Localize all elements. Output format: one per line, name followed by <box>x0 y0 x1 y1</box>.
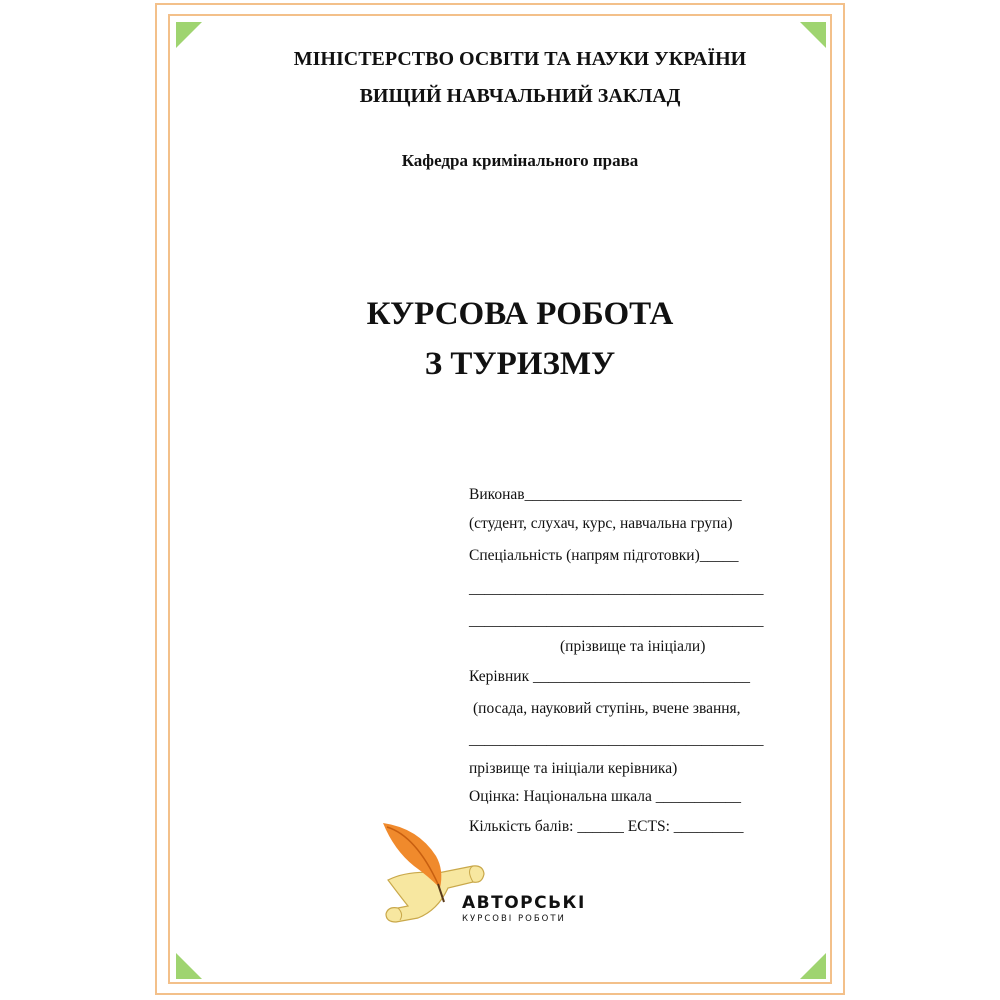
department-heading: Кафедра кримінального права <box>401 151 639 170</box>
supervisor-name-note: прізвище та ініціали керівника) <box>469 760 678 777</box>
corner-ornament-top-left <box>176 22 202 48</box>
document-title: КУРСОВА РОБОТА <box>366 296 674 332</box>
logo-subtitle: КУРСОВІ РОБОТИ <box>462 914 566 924</box>
supervisor-note: (посада, науковий ступінь, вчене звання, <box>473 700 741 717</box>
institution-heading: ВИЩИЙ НАВЧАЛЬНИЙ ЗАКЛАД <box>359 85 681 107</box>
blank-line: ______________________________________ <box>469 731 764 748</box>
performer-note: (студент, слухач, курс, навчальна група) <box>469 515 733 532</box>
specialty-field: Спеціальність (напрям підготовки)_____ <box>469 547 739 564</box>
corner-ornament-bottom-right <box>800 953 826 979</box>
blank-line: ______________________________________ <box>469 612 764 629</box>
supervisor-field: Керівник ____________________________ <box>469 668 750 685</box>
performer-field: Виконав____________________________ <box>469 486 742 503</box>
name-note: (прізвище та ініціали) <box>560 638 706 655</box>
corner-ornament-top-right <box>800 22 826 48</box>
grade-field: Оцінка: Національна шкала ___________ <box>469 788 742 805</box>
ministry-heading: МІНІСТЕРСТВО ОСВІТИ ТА НАУКИ УКРАЇНИ <box>293 48 747 70</box>
points-field: Кількість балів: ______ ECTS: _________ <box>469 818 744 835</box>
document-subject: З ТУРИЗМУ <box>424 346 616 382</box>
corner-ornament-bottom-left <box>176 953 202 979</box>
blank-line: ______________________________________ <box>469 580 764 597</box>
logo-wordmark: АВТОРСЬКІ <box>462 893 586 913</box>
